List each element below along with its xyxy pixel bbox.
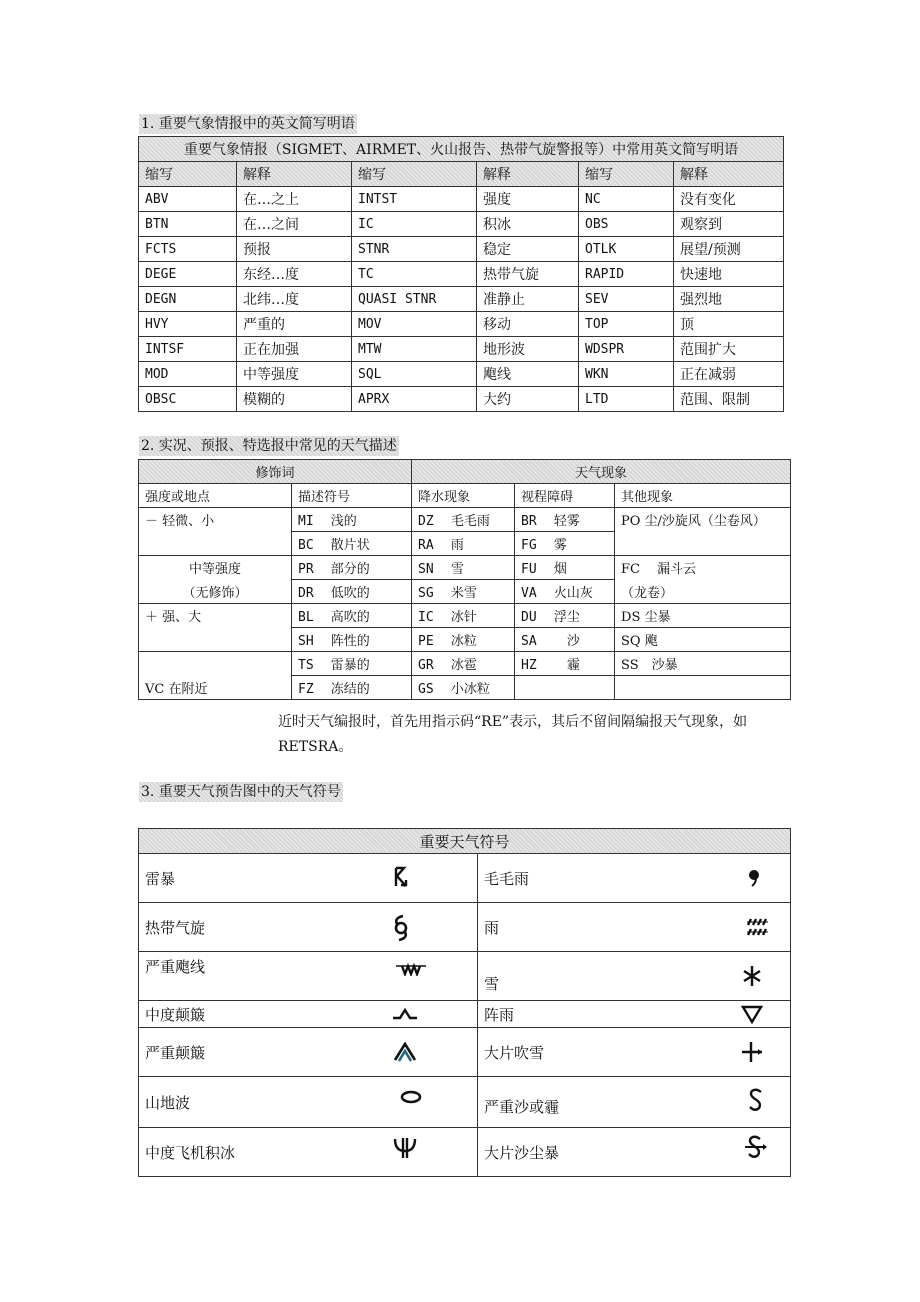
column-header: 缩写: [352, 162, 477, 187]
descriptor-text: 散片状: [330, 538, 370, 553]
table-row: [139, 337, 784, 362]
descriptor-text: 阵性的: [330, 634, 370, 649]
meaning-cell: 在…之上: [237, 187, 352, 212]
abbr-cell: BTN: [139, 212, 237, 237]
other-ds: DS 尘暴: [615, 604, 791, 628]
obscuration-text: 烟: [553, 562, 567, 577]
weather-symbol-table: [138, 828, 791, 1177]
obscuration-code: HZ: [521, 658, 537, 673]
abbr-cell: ABV: [139, 187, 237, 212]
column-header: 缩写: [579, 162, 674, 187]
symbol-cell: [478, 952, 791, 1001]
obscuration-code: FU: [521, 562, 537, 577]
severe-sand-haze-icon: [736, 1088, 776, 1112]
symbol-cell: [478, 903, 791, 952]
table-row: [139, 532, 791, 556]
precip-text: 雨: [450, 538, 464, 553]
abbr-cell: SEV: [579, 287, 674, 312]
meaning-cell: 移动: [477, 312, 579, 337]
abbr-cell: FCTS: [139, 237, 237, 262]
descriptor-cell: [292, 532, 412, 556]
abbr-cell: IC: [352, 212, 477, 237]
symbol-cell: [139, 1128, 478, 1177]
other-po: PO 尘/沙旋风（尘卷风）: [615, 508, 791, 532]
obscuration-code: VA: [521, 586, 537, 601]
descriptor-cell: [292, 556, 412, 580]
table-row: [139, 1028, 791, 1077]
meaning-cell: 热带气旋: [477, 262, 579, 287]
column-header: 缩写: [139, 162, 237, 187]
meaning-cell: 正在减弱: [674, 362, 784, 387]
precip-cell: [412, 532, 515, 556]
precip-code: RA: [418, 538, 434, 553]
intensity-vicinity: VC 在附近: [139, 676, 292, 700]
precip-text: 冰粒: [450, 634, 477, 649]
obscuration-cell: [515, 580, 615, 604]
meaning-cell: 飑线: [477, 362, 579, 387]
symbol-label: 严重飑线: [145, 958, 206, 976]
precip-cell: [412, 508, 515, 532]
descriptor-text: 冻结的: [330, 682, 370, 697]
drizzle-icon: [734, 867, 774, 889]
tropical-cyclone-icon: [381, 912, 421, 942]
table-row: [139, 508, 791, 532]
symbol-cell: [139, 1001, 478, 1028]
abbr-cell: DEGN: [139, 287, 237, 312]
obscuration-code: FG: [521, 538, 537, 553]
table-row: [139, 556, 791, 580]
meaning-cell: 展望/预测: [674, 237, 784, 262]
moderate-icing-icon: [385, 1136, 425, 1160]
obscuration-cell: [515, 604, 615, 628]
abbreviation-table: [138, 136, 784, 412]
obscuration-code: BR: [521, 514, 537, 529]
table-row: [139, 580, 791, 604]
symbol-cell: [478, 1077, 791, 1128]
showers-icon: [732, 1004, 772, 1024]
precip-cell: [412, 652, 515, 676]
meaning-cell: 北纬…度: [237, 287, 352, 312]
precip-code: GS: [418, 682, 434, 697]
descriptor-text: 浅的: [330, 514, 357, 529]
empty-cell: [139, 532, 292, 556]
column-header: 其他现象: [615, 484, 791, 508]
precip-text: 米雪: [450, 586, 477, 601]
descriptor-text: 高吹的: [330, 610, 370, 625]
table-header-row: [139, 484, 791, 508]
descriptor-cell: [292, 652, 412, 676]
column-header: 强度或地点: [139, 484, 292, 508]
other-sq: SQ 飑: [615, 628, 791, 652]
symbol-cell: [478, 854, 791, 903]
symbol-label: 雷暴: [145, 869, 176, 888]
abbr-cell: WDSPR: [579, 337, 674, 362]
table-row: [139, 1128, 791, 1177]
meaning-cell: 地形波: [477, 337, 579, 362]
obscuration-text: 雾: [553, 538, 567, 553]
meaning-cell: 预报: [237, 237, 352, 262]
abbr-cell: OBSC: [139, 387, 237, 412]
table-row: [139, 287, 784, 312]
column-header: 解释: [674, 162, 784, 187]
symbol-label: 中度颠簸: [145, 1005, 206, 1024]
symbol-cell: [478, 1128, 791, 1177]
obscuration-text: 轻雾: [553, 514, 580, 529]
table-title-row: [139, 829, 791, 854]
descriptor-code: PR: [298, 562, 314, 577]
column-header: 视程障碍: [515, 484, 615, 508]
table-row: [139, 628, 791, 652]
abbr-cell: WKN: [579, 362, 674, 387]
abbr-cell: HVY: [139, 312, 237, 337]
intensity-moderate-note: （无修饰）: [139, 580, 292, 604]
descriptor-cell: [292, 676, 412, 700]
meaning-cell: 范围、限制: [674, 387, 784, 412]
descriptor-text: 低吹的: [330, 586, 370, 601]
symbol-label: 大片沙尘暴: [484, 1143, 560, 1162]
symbol-label: 雪: [484, 975, 500, 993]
other-fc-note: （龙卷）: [615, 580, 791, 604]
meaning-cell: 在…之间: [237, 212, 352, 237]
descriptor-cell: [292, 628, 412, 652]
symbol-label: 山地波: [145, 1093, 191, 1112]
empty-cell: [615, 532, 791, 556]
descriptor-code: TS: [298, 658, 314, 673]
thunderstorm-icon: [381, 866, 421, 890]
meaning-cell: 观察到: [674, 212, 784, 237]
meaning-cell: 东经…度: [237, 262, 352, 287]
abbr-cell: RAPID: [579, 262, 674, 287]
abbr-cell: INTST: [352, 187, 477, 212]
precip-code: IC: [418, 610, 434, 625]
precip-text: 冰针: [450, 610, 477, 625]
severe-squall-line-icon: [391, 962, 431, 976]
symbol-cell: [478, 1028, 791, 1077]
widespread-sandstorm-icon: [736, 1135, 776, 1159]
precip-cell: [412, 628, 515, 652]
precip-code: DZ: [418, 514, 434, 529]
recent-weather-note: 近时天气编报时，首先用指示码“RE”表示，其后不留间隔编报天气现象，如RETSRA。: [278, 714, 748, 755]
table-row: [139, 652, 791, 676]
table-row: [139, 262, 784, 287]
moderate-turbulence-icon: [385, 1007, 425, 1021]
meaning-cell: 稳定: [477, 237, 579, 262]
abbr-cell: LTD: [579, 387, 674, 412]
obscuration-cell: [515, 532, 615, 556]
table-header-row: [139, 162, 784, 187]
table-row: [139, 952, 791, 1001]
descriptor-cell: [292, 604, 412, 628]
descriptor-text: 部分的: [330, 562, 370, 577]
descriptor-code: FZ: [298, 682, 314, 697]
precip-text: 冰雹: [450, 658, 477, 673]
meaning-cell: 中等强度: [237, 362, 352, 387]
meaning-cell: 顶: [674, 312, 784, 337]
table-group-header-row: [139, 460, 791, 484]
abbreviation-table-title: 重要气象情报（SIGMET、AIRMET、火山报告、热带气旋警报等）中常用英文简写明语: [139, 137, 784, 162]
precip-cell: [412, 676, 515, 700]
table-row: [139, 604, 791, 628]
mountain-wave-icon: [391, 1089, 431, 1105]
symbol-label: 毛毛雨: [484, 869, 530, 888]
symbol-cell: [139, 854, 478, 903]
obscuration-text: 火山灰: [553, 586, 593, 601]
meaning-cell: 积冰: [477, 212, 579, 237]
abbr-cell: TC: [352, 262, 477, 287]
meaning-cell: 模糊的: [237, 387, 352, 412]
precip-text: 毛毛雨: [450, 514, 490, 529]
obscuration-code: SA: [521, 634, 537, 649]
abbr-cell: MTW: [352, 337, 477, 362]
symbol-label: 大片吹雪: [484, 1043, 545, 1062]
table-row: [139, 903, 791, 952]
table-row: [139, 854, 791, 903]
precip-cell: [412, 556, 515, 580]
obscuration-text: 沙: [566, 634, 580, 649]
symbol-cell: [139, 1028, 478, 1077]
descriptor-code: BL: [298, 610, 314, 625]
meaning-cell: 范围扩大: [674, 337, 784, 362]
descriptor-code: MI: [298, 514, 314, 529]
symbol-table-title: 重要天气符号: [139, 829, 791, 854]
column-header: 解释: [237, 162, 352, 187]
descriptor-code: BC: [298, 538, 314, 553]
symbol-cell: [139, 1077, 478, 1128]
table-row: [139, 676, 791, 700]
weather-group-header: 天气现象: [412, 460, 791, 484]
descriptor-code: SH: [298, 634, 314, 649]
empty-cell: [515, 676, 615, 700]
empty-cell: [615, 676, 791, 700]
abbr-cell: OBS: [579, 212, 674, 237]
precip-code: SN: [418, 562, 434, 577]
table-row: [139, 237, 784, 262]
abbr-cell: STNR: [352, 237, 477, 262]
abbr-cell: TOP: [579, 312, 674, 337]
column-header: 描述符号: [292, 484, 412, 508]
precip-cell: [412, 604, 515, 628]
table-row: [139, 387, 784, 412]
empty-cell: [139, 652, 292, 676]
precip-code: GR: [418, 658, 434, 673]
obscuration-cell: [515, 556, 615, 580]
descriptor-cell: [292, 580, 412, 604]
abbr-cell: SQL: [352, 362, 477, 387]
abbr-cell: OTLK: [579, 237, 674, 262]
modifier-group-header: 修饰词: [139, 460, 412, 484]
table-title-row: [139, 137, 784, 162]
abbr-cell: NC: [579, 187, 674, 212]
symbol-label: 热带气旋: [145, 918, 206, 937]
symbol-label: 中度飞机积冰: [145, 1143, 236, 1162]
symbol-cell: [139, 903, 478, 952]
section3-heading: 3. 重要天气预告图中的天气符号: [141, 784, 341, 800]
snow-icon: [732, 965, 772, 987]
section2-heading: 2. 实况、预报、特选报中常见的天气描述: [141, 438, 397, 454]
section1-heading: 1. 重要气象情报中的英文简写明语: [141, 116, 355, 132]
table-row: [139, 187, 784, 212]
abbr-cell: QUASI STNR: [352, 287, 477, 312]
rain-icon: [738, 917, 778, 937]
descriptor-cell: [292, 508, 412, 532]
other-fc: FC 漏斗云: [615, 556, 791, 580]
meaning-cell: 快速地: [674, 262, 784, 287]
abbr-cell: APRX: [352, 387, 477, 412]
intensity-moderate: 中等强度: [139, 556, 292, 580]
obscuration-text: 霾: [566, 658, 580, 673]
other-ss: SS 沙暴: [615, 652, 791, 676]
abbr-cell: MOV: [352, 312, 477, 337]
meaning-cell: 大约: [477, 387, 579, 412]
abbr-cell: MOD: [139, 362, 237, 387]
obscuration-code: DU: [521, 610, 537, 625]
abbr-cell: INTSF: [139, 337, 237, 362]
symbol-cell: [139, 952, 478, 1001]
table-row: [139, 312, 784, 337]
precip-code: SG: [418, 586, 434, 601]
weather-description-table: [138, 459, 791, 700]
meaning-cell: 正在加强: [237, 337, 352, 362]
obscuration-cell: [515, 628, 615, 652]
widespread-blowing-snow-icon: [732, 1041, 772, 1063]
table-row: [139, 362, 784, 387]
intensity-heavy: ＋ 强、大: [139, 604, 292, 628]
meaning-cell: 强度: [477, 187, 579, 212]
meaning-cell: 严重的: [237, 312, 352, 337]
table-row: [139, 1001, 791, 1028]
empty-cell: [139, 628, 292, 652]
obscuration-text: 浮尘: [553, 610, 580, 625]
table-row: [139, 1077, 791, 1128]
symbol-label: 严重沙或霾: [484, 1098, 560, 1116]
symbol-label: 雨: [484, 918, 500, 937]
obscuration-cell: [515, 652, 615, 676]
symbol-label: 阵雨: [484, 1005, 515, 1024]
descriptor-text: 雷暴的: [330, 658, 370, 673]
intensity-light: － 轻微、小: [139, 508, 292, 532]
severe-turbulence-icon: [385, 1041, 425, 1063]
column-header: 降水现象: [412, 484, 515, 508]
precip-text: 雪: [450, 562, 464, 577]
precip-code: PE: [418, 634, 434, 649]
descriptor-code: DR: [298, 586, 314, 601]
meaning-cell: 没有变化: [674, 187, 784, 212]
precip-text: 小冰粒: [450, 682, 490, 697]
meaning-cell: 准静止: [477, 287, 579, 312]
symbol-cell: [478, 1001, 791, 1028]
abbr-cell: DEGE: [139, 262, 237, 287]
column-header: 解释: [477, 162, 579, 187]
table-row: [139, 212, 784, 237]
symbol-label: 严重颠簸: [145, 1043, 206, 1062]
precip-cell: [412, 580, 515, 604]
obscuration-cell: [515, 508, 615, 532]
meaning-cell: 强烈地: [674, 287, 784, 312]
